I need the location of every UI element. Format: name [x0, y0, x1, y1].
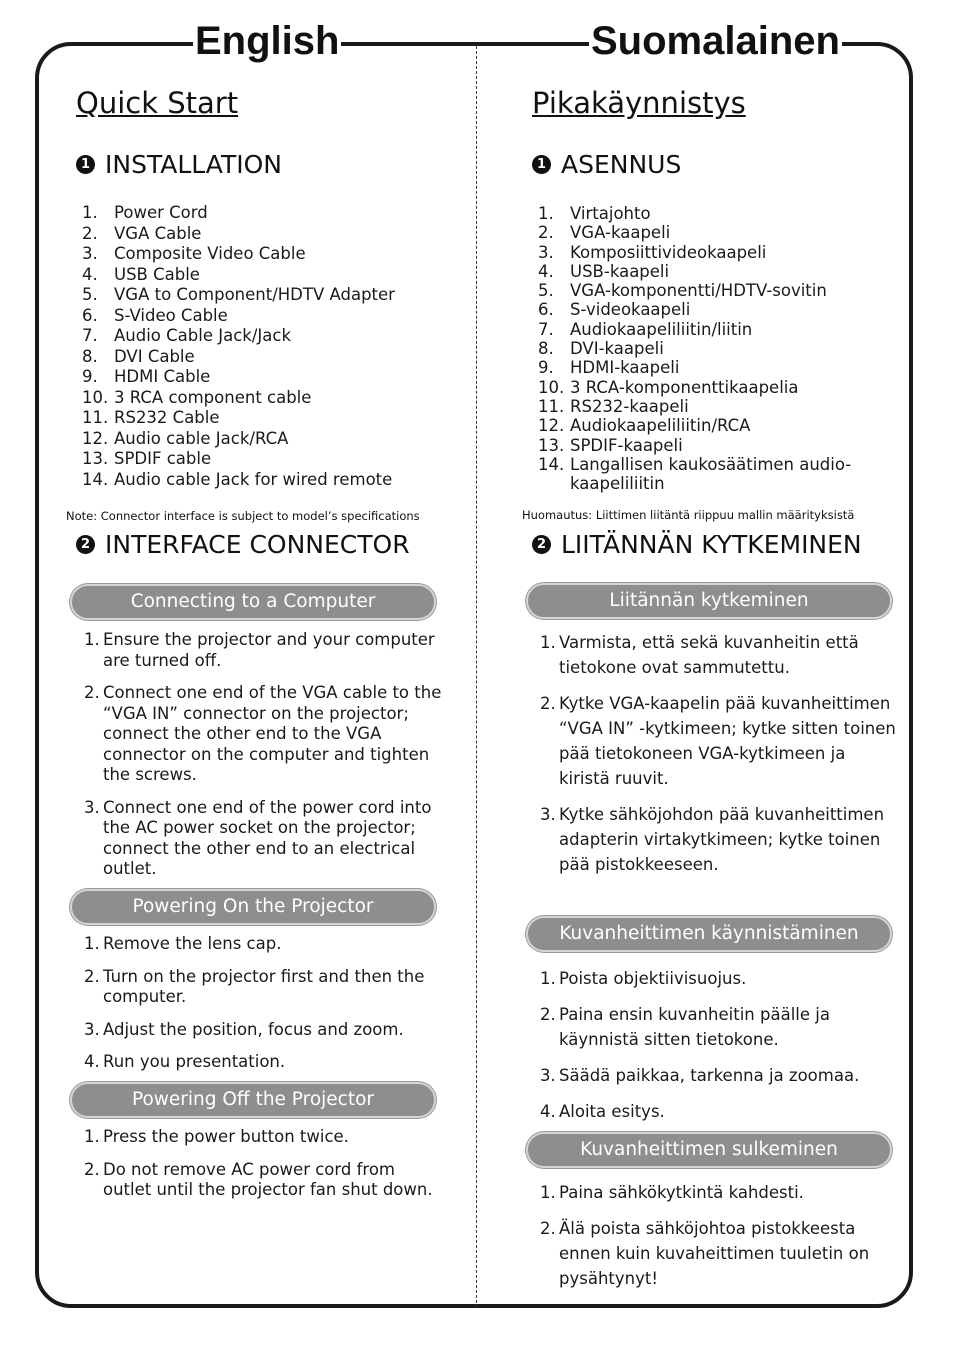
- section-header-powering-on: Powering On the Projector: [70, 889, 436, 925]
- list-item: 3. Connect one end of the power cord into the AC power socket on the projector; connect the other end to an electrical outlet.: [84, 797, 432, 878]
- powering-off-steps-fi: [540, 1180, 900, 1302]
- section-header-powering-off-fi: Kuvanheittimen sulkeminen: [526, 1132, 892, 1168]
- list-item: 2. VGA-kaapeli: [538, 223, 671, 243]
- section-header-powering-on-fi: Kuvanheittimen käynnistäminen: [526, 916, 892, 952]
- list-item: 1. Power Cord: [82, 203, 208, 222]
- installation-note: Note: Connector interface is subject to model’s specifications: [66, 509, 420, 523]
- list-item: 1. Ensure the projector and your computer are turned off.: [84, 630, 435, 670]
- interface-heading: [76, 530, 410, 559]
- list-item: 4. Run you presentation.: [84, 1052, 286, 1071]
- installation-heading: [76, 150, 282, 179]
- section-header-connecting: Connecting to a Computer: [70, 584, 436, 620]
- list-item: 1. Press the power button twice.: [84, 1127, 349, 1146]
- list-item: 13. SPDIF cable: [82, 449, 212, 468]
- installation-list: [82, 203, 395, 490]
- interface-heading-text: INTERFACE CONNECTOR: [105, 530, 410, 559]
- list-item: 1. Varmista, että sekä kuvanheitin että tietokone ovat sammutettu.: [540, 633, 859, 677]
- interface-heading-fi: [532, 530, 862, 559]
- installation-heading-text-fi: ASENNUS: [561, 150, 682, 179]
- list-item: 7. Audiokaapeliliitin/liitin: [538, 319, 753, 339]
- powering-on-steps-fi: [540, 966, 900, 1135]
- list-item: 11. RS232 Cable: [82, 408, 220, 427]
- list-item: 3. Komposiittivideokaapeli: [538, 242, 767, 262]
- language-title-english: English: [195, 19, 340, 63]
- powering-off-steps: [84, 1127, 444, 1213]
- list-item: 5. VGA-komponentti/HDTV-sovitin: [538, 281, 827, 301]
- list-item: 14. Langallisen kaukosäätimen audio-kaapeliliitin: [538, 454, 852, 493]
- language-title-finnish: Suomalainen: [591, 19, 840, 63]
- list-item: 6. S-Video Cable: [82, 305, 228, 325]
- list-item: 8. DVI-kaapeli: [538, 339, 664, 359]
- list-item: 6. S-videokaapeli: [538, 300, 691, 320]
- list-item: 2. Connect one end of the VGA cable to the “VGA IN” connector on the projector; connect the other end to the VGA connector on the computer and tighten the screws.: [84, 683, 442, 784]
- list-item: 12. Audio cable Jack/RCA: [82, 428, 289, 448]
- quick-start-title-fi: Pikakäynnistys: [532, 86, 746, 120]
- list-item: 3. Säädä paikkaa, tarkenna ja zoomaa.: [540, 1066, 860, 1085]
- list-item: 4. Aloita esitys.: [540, 1102, 665, 1121]
- installation-list-fi: [538, 204, 870, 493]
- list-item: 13. SPDIF-kaapeli: [538, 435, 683, 455]
- list-item: 9. HDMI-kaapeli: [538, 358, 680, 378]
- section-header-powering-off: Powering Off the Projector: [70, 1082, 436, 1118]
- list-item: 3. Kytke sähköjohdon pää kuvanheittimen adapterin virtakytkimeen; kytke toinen pää pistokkeeseen.: [540, 805, 885, 874]
- list-item: 7. Audio Cable Jack/Jack: [82, 326, 291, 345]
- list-item: 2. Paina ensin kuvanheitin päälle ja käynnistä sitten tietokone.: [540, 1005, 830, 1049]
- list-item: 10. 3 RCA component cable: [82, 387, 312, 407]
- column-divider: [476, 46, 477, 1308]
- list-item: 2. Älä poista sähköjohtoa pistokkeesta ennen kuin kuvaheittimen tuuletin on pysähtynyt!: [540, 1219, 870, 1288]
- bullet-1-icon: 1: [532, 155, 551, 174]
- section-header-connecting-fi: Liitännän kytkeminen: [526, 583, 892, 619]
- installation-heading-text: INSTALLATION: [105, 150, 282, 179]
- list-item: 4. USB-kaapeli: [538, 261, 670, 281]
- list-item: 2. VGA Cable: [82, 223, 202, 243]
- list-item: 2. Do not remove AC power cord from outlet until the projector fan shut down.: [84, 1159, 433, 1199]
- list-item: 2. Kytke VGA-kaapelin pää kuvanheittimen “VGA IN” -kytkimeen; kytke sitten toinen pää tietokoneen VGA-kytkimeen ja kiristä ruuvit.: [540, 694, 896, 788]
- list-item: 1. Virtajohto: [538, 204, 651, 223]
- list-item: 8. DVI Cable: [82, 346, 195, 366]
- list-item: 4. USB Cable: [82, 264, 200, 284]
- installation-heading-fi: [532, 150, 681, 179]
- powering-on-steps: [84, 934, 444, 1085]
- connecting-steps-fi: [540, 630, 900, 888]
- list-item: 3. Composite Video Cable: [82, 244, 306, 263]
- bullet-1-icon: 1: [76, 155, 95, 174]
- installation-note-fi: Huomautus: Liittimen liitäntä riippuu mallin määrityksistä: [522, 508, 855, 522]
- quick-start-title: Quick Start: [76, 86, 239, 120]
- list-item: 12. Audiokaapeliliitin/RCA: [538, 416, 751, 436]
- list-item: 1. Poista objektiivisuojus.: [540, 969, 747, 988]
- bullet-2-icon: 2: [532, 535, 551, 554]
- list-item: 1. Remove the lens cap.: [84, 934, 282, 953]
- list-item: 1. Paina sähkökytkintä kahdesti.: [540, 1183, 804, 1202]
- interface-heading-text-fi: LIITÄNNÄN KYTKEMINEN: [561, 530, 862, 559]
- bullet-2-icon: 2: [76, 535, 95, 554]
- list-item: 9. HDMI Cable: [82, 367, 211, 386]
- list-item: 11. RS232-kaapeli: [538, 396, 689, 416]
- connecting-steps: [84, 630, 444, 892]
- list-item: 10. 3 RCA-komponenttikaapelia: [538, 377, 799, 397]
- list-item: 5. VGA to Component/HDTV Adapter: [82, 285, 395, 304]
- list-item: 14. Audio cable Jack for wired remote: [82, 469, 393, 489]
- list-item: 2. Turn on the projector first and then the computer.: [84, 966, 425, 1006]
- list-item: 3. Adjust the position, focus and zoom.: [84, 1019, 404, 1039]
